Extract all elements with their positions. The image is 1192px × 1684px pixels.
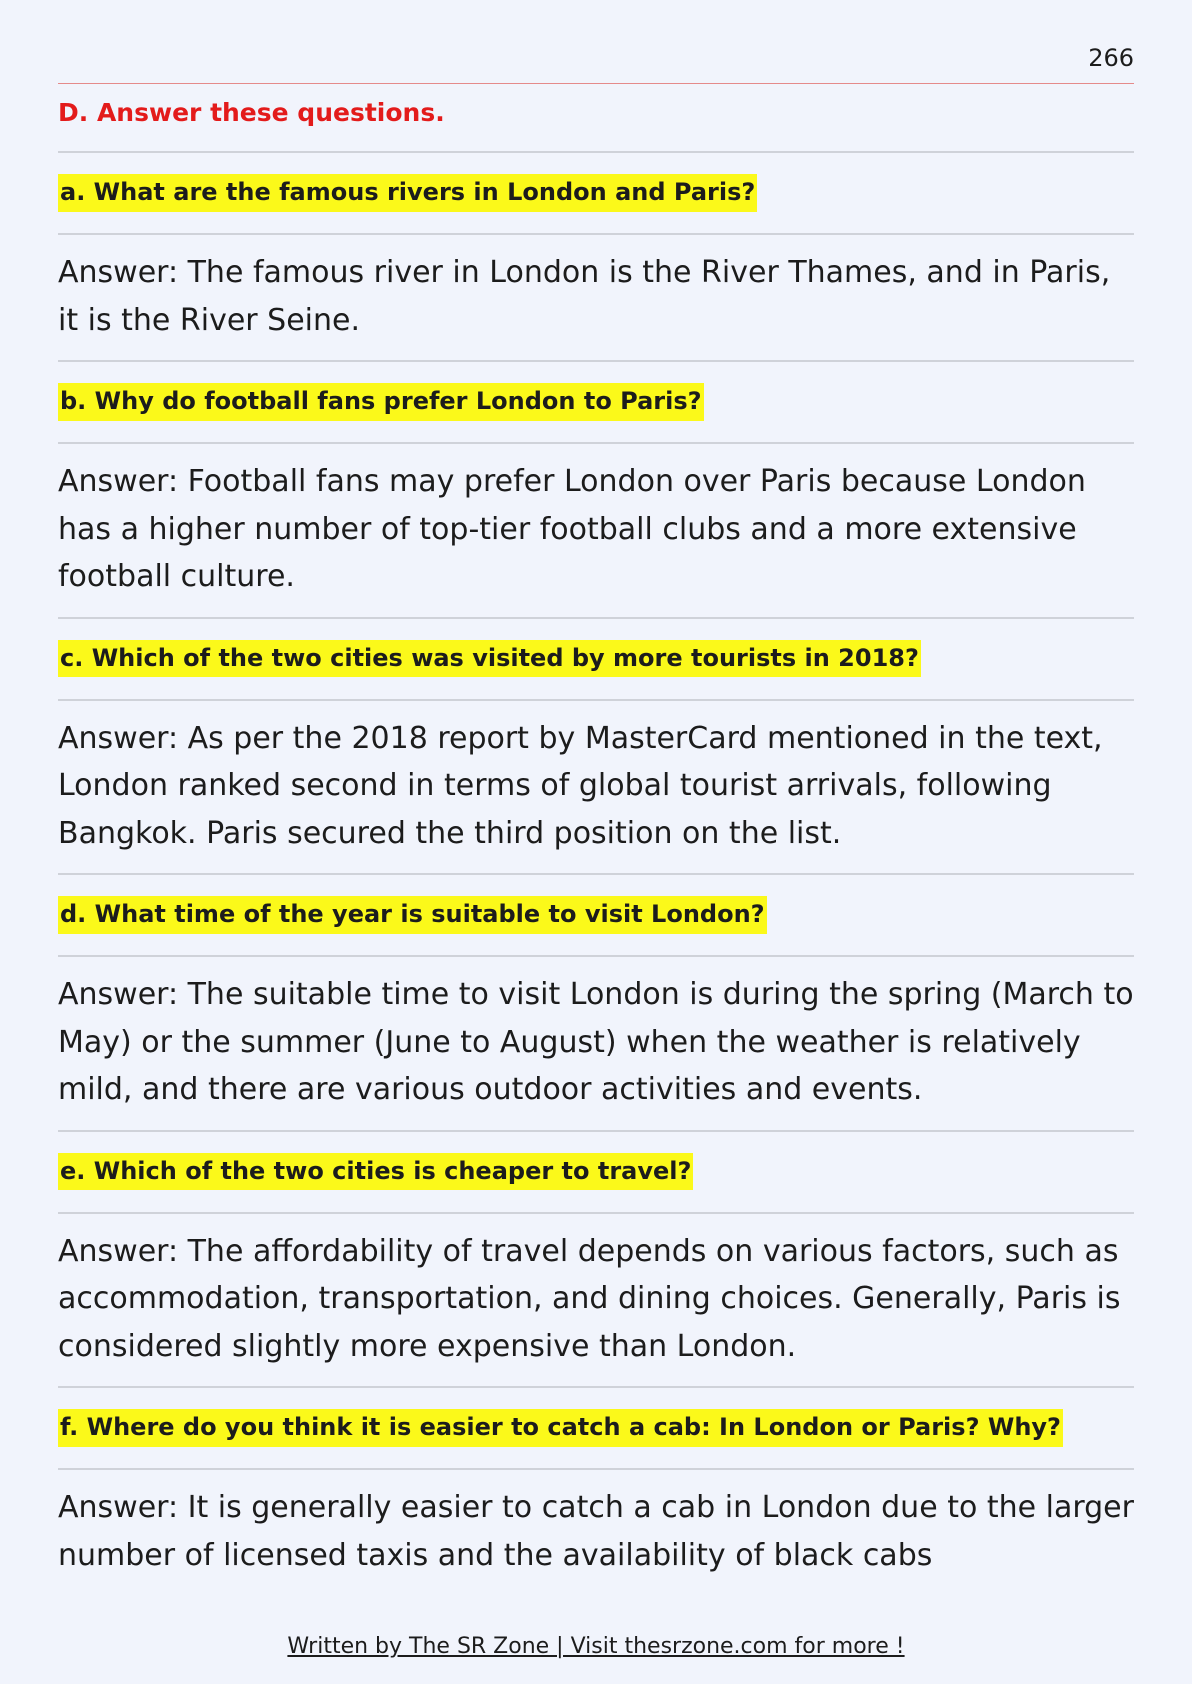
- question-row-b: [58, 362, 1134, 444]
- answer-e: Answer: The affordability of travel depends on various factors, such as accommodation, transportation, and dining choices. Generally, Paris is considered slightly more expensive than London.: [58, 1214, 1134, 1389]
- qa-content: [58, 92, 1134, 1594]
- question-row-e: [58, 1132, 1134, 1214]
- question-f: f. Where do you think it is easier to catch a cab: In London or Paris? Why?: [58, 1409, 1063, 1446]
- section-title: D. Answer these questions.: [58, 92, 1134, 153]
- question-row-d: [58, 875, 1134, 957]
- answer-a: Answer: The famous river in London is the River Thames, and in Paris, it is the River Seine.: [58, 235, 1134, 362]
- answer-d: Answer: The suitable time to visit London is during the spring (March to May) or the summer (June to August) when the weather is relatively mild, and there are various outdoor activities and events.: [58, 957, 1134, 1132]
- header-divider: [58, 83, 1134, 84]
- question-e: e. Which of the two cities is cheaper to travel?: [58, 1153, 693, 1190]
- question-a: a. What are the famous rivers in London and Paris?: [58, 174, 757, 211]
- question-b: b. Why do football fans prefer London to Paris?: [58, 383, 704, 420]
- question-row-c: [58, 619, 1134, 701]
- answer-c: Answer: As per the 2018 report by MasterCard mentioned in the text, London ranked second in terms of global tourist arrivals, following Bangkok. Paris secured the third position on the list.: [58, 701, 1134, 876]
- answer-b: Answer: Football fans may prefer London over Paris because London has a higher number of top-tier football clubs and a more extensive football culture.: [58, 444, 1134, 619]
- footer-link[interactable]: Written by The SR Zone | Visit thesrzone.com for more !: [287, 1634, 905, 1659]
- question-row-f: [58, 1388, 1134, 1470]
- page-number: 266: [1088, 44, 1134, 72]
- answer-f: Answer: It is generally easier to catch a cab in London due to the larger number of licensed taxis and the availability of black cabs: [58, 1490, 1134, 1573]
- question-row-a: [58, 153, 1134, 235]
- question-d: d. What time of the year is suitable to visit London?: [58, 896, 767, 933]
- question-c: c. Which of the two cities was visited by more tourists in 2018?: [58, 640, 921, 677]
